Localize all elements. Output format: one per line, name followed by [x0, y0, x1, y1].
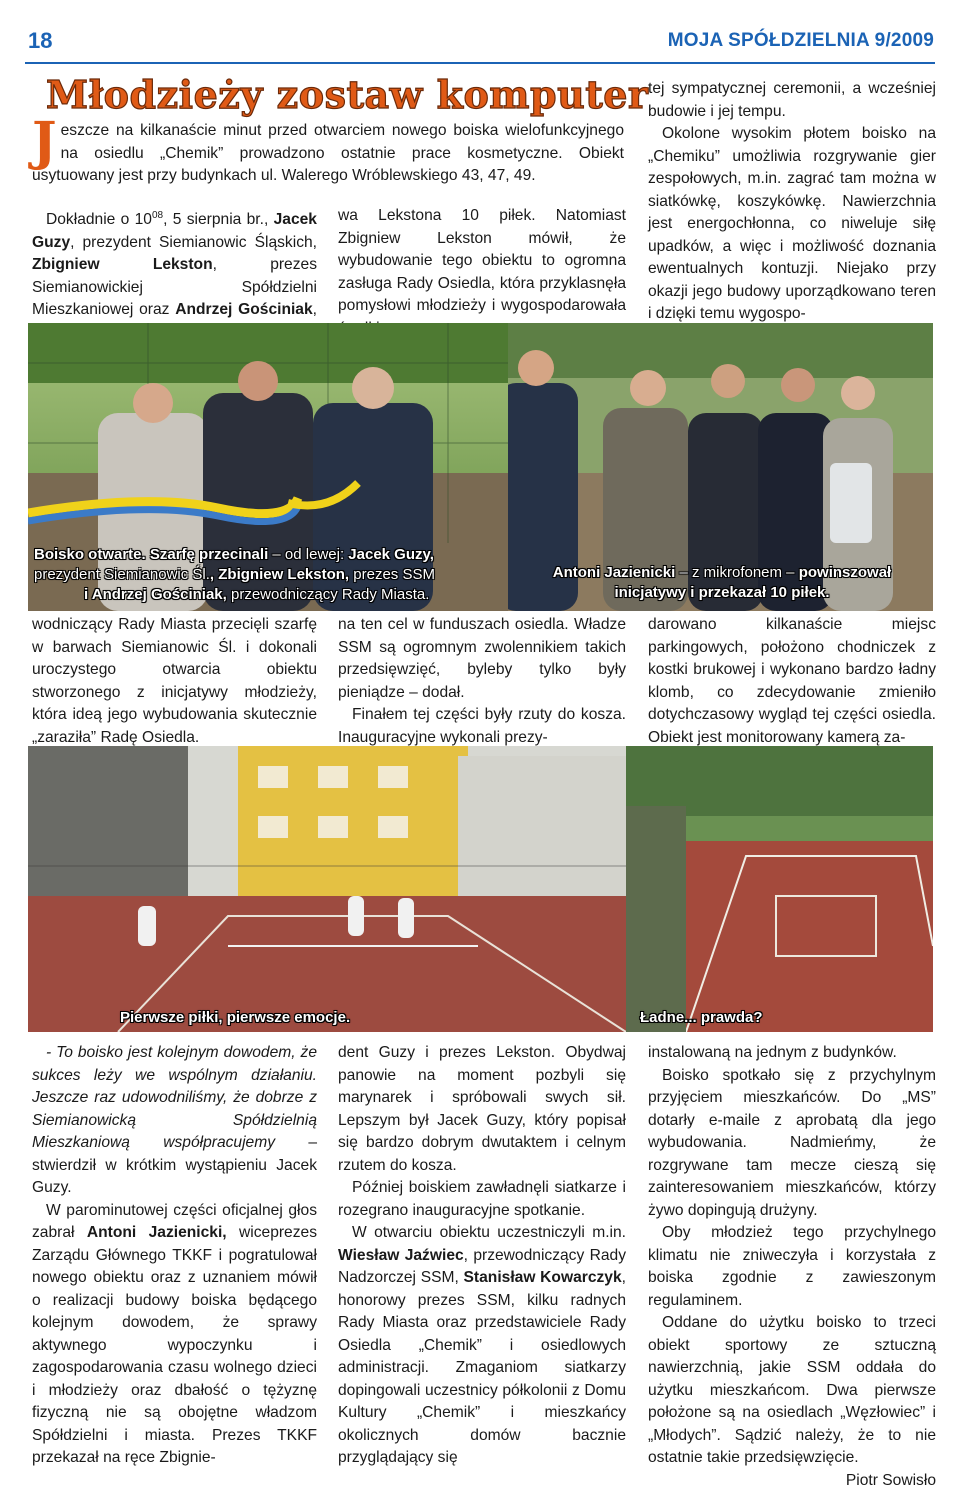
magazine-title: MOJA SPÓŁDZIELNIA 9/2009	[668, 30, 934, 52]
author-signature: Piotr Sowisło	[832, 1470, 936, 1492]
person-name: Jacek Guzy	[32, 211, 317, 251]
person-name: Zbigniew Lekston	[32, 256, 213, 273]
column-2-mid: na ten cel w funduszach osiedla. Władze SSM są ogromnym zwolennikiem takich przedsięwzięć, byleby tylko były pieniądze – dodał. Finałem tej części były rzuty do kosza. Inauguracyjne wykonali prezy-	[338, 614, 626, 749]
page-number: 18	[28, 28, 52, 54]
person-name: Wiesław Jaźwiec	[338, 1247, 464, 1264]
photo-volleyball	[28, 746, 626, 1032]
photo-2-caption: Antoni Jazienicki – z mikrofonem – powinszował inicjatywy i przekazał 10 piłek.	[522, 563, 922, 603]
column-1-bottom: - To boisko jest kolejnym dowodem, że sukces leży we wspólnym działaniu. Jeszcze raz udowodniliśmy, że dobrze z Siemianowicką Spółdzielnią Mieszkaniową współpracujemy – stwierdził w krótkim wystąpieniu Jacek Guzy. W parominutowej części oficjalnej głos zabrał Antoni Jazienicki, wiceprezes Zarządu Głównego TKKF i pogratulował nowego obiektu oraz z uznaniem mówił o realizacji budowy boiska będącego kolejnym dowodem, że sprawy aktywnego wypoczynku i zagospodarowania czasu wolnego dzieci i młodzieży oraz dbałość o tężyznę fizyczną nie są obojętne władzom Spółdzielni i miasta. Prezes TKKF przekazał na ręce Zbignie-	[32, 1042, 317, 1470]
time-superscript: 08	[152, 210, 163, 221]
lead-paragraph	[32, 120, 624, 188]
photo-4-caption: Ładne... prawda?	[640, 1008, 763, 1028]
photo-applause	[508, 323, 933, 611]
column-2-bottom: dent Guzy i prezes Lekston. Obydwaj panowie na moment pozbyli się marynarek i spróbowali swych sił. Lepszym był Jacek Guzy, który popisał się bardzo dobrym dwutaktem i celnym rzutem do kosza. Później boiskiem zawładnęli siatkarze i rozegrano inauguracyjne spotkanie. W otwarciu obiektu uczestniczyli m.in. Wiesław Jaźwiec, przewodniczący Rady Nadzorczej SSM, Stanisław Kowarczyk, honorowy prezes SSM, kilku radnych Rady Miasta oraz przedstawiciele Rady Osiedla „Chemik” i osiedlowych administracji. Zmaganiom siatkarzy dopingowali uczestnicy półkolonii z Domu Kultury „Chemik” i mieszkańcy okolicznych domów bacznie przyglądający się	[338, 1042, 626, 1470]
column-3-top: tej sympatycznej ceremonii, a wcześniej budowie i jej tempu. Okolone wysokim płotem boisko na „Chemiku” umożliwia rozgrywanie gier zespołowych, m.in. zagrać tam można w siatkówkę, koszykówkę. Nawierzchnia jest energochłonna, co niweluje siłę upadków, a więc i możliwość doznania ewentualnych kontuzji. Niejako przy okazji jego budowy uporządkowano teren i dzięki temu wygospo-	[648, 78, 936, 326]
column-1-top: Dokładnie o $10^{08}$, 5 sierpnia br., Jacek Guzy, prezydent Siemianowic Śląskich, Zbigniew Lekston, prezes Siemianowickiej Spółdzielni Mieszkaniowej oraz Andrzej Gościniak,	[32, 205, 317, 344]
volleyball-image	[28, 746, 626, 1032]
column-1-mid: wodniczący Rady Miasta przecięli szarfę w barwach Siemianowic Śl. i dokonali uroczystego otwarcia obiektu stworzonego z inicjatywy młodzieży, która ideą jego wybudowania skutecznie „zaraziła” Radę Osiedla.	[32, 614, 317, 749]
article-headline: Młodzieży zostaw komputer	[46, 72, 648, 117]
person-name: Andrzej Gościniak	[175, 301, 312, 318]
column-3-bottom: instalowaną na jednym z budynków. Boisko spotkało się z przychylnym przyjęciem mieszkańców. Do „MS” dotarły e-maile z aprobatą dla jego wybudowania. Nadmieńmy, że rozgrywane tam mecze cieszą się zainteresowaniem mieszkańców, którzy żywo dopingują drużyny. Oby młodzież tego przychylnego klimatu nie zniweczyła i korzystała z boiska zgodnie z zawieszonym regulaminem. Oddane do użytku boisko to trzeci obiekt sportowy ze sztuczną nawierzchnią, jakie SSM oddała do użytku mieszkańcom. Dwa pierwsze położone są na osiedlach „Węzłowiec” i „Młodych”. Sądzić należy, że to nie ostatnie takie przedsięwzięcie. Piotr Sowisło	[648, 1042, 936, 1492]
photo-3-caption: Pierwsze piłki, pierwsze emocje.	[120, 1008, 350, 1028]
photo-court-overview	[626, 746, 933, 1032]
photo-ribbon-cutting	[28, 323, 508, 611]
person-name: Antoni Jazienicki,	[87, 1224, 227, 1241]
person-name: Stanisław Kowarczyk	[464, 1269, 622, 1286]
lead-text: eszcze na kilkanaście minut przed otwarciem nowego boiska wielofunkcyjnego na osiedlu „Chemik” prowadzono ostatnie prace kosmetyczne. Obiekt usytuowany jest przy budynkach ul. Walerego Wróblewskiego 43, 47, 49.	[32, 122, 624, 184]
court-image	[626, 746, 933, 1032]
column-3-mid: darowano kilkanaście miejsc parkingowych, położono chodniczek z kostki brukowej i wykonano bardzo ładny klomb, co zdecydowanie zmieniło dotychczasowy wygląd tej części osiedla. Obiekt jest monitorowany kamerą za-	[648, 614, 936, 749]
header-rule	[25, 62, 935, 64]
drop-cap: J	[32, 122, 57, 162]
column-2-top: wa Lekstona 10 piłek. Natomiast Zbigniew Lekston mówił, że wybudowanie tego obiektu to ogromna zasługa Rady Osiedla, która przyklasnęła pomysłowi młodzieży i wygospodarowała	[338, 205, 626, 340]
photo-1-caption: Boisko otwarte. Szarfę przecinali – od lewej: Jacek Guzy, prezydent Siemianowic Śl., Zbigniew Lekston, prezes SSM i Andrzej Gościniak, przewodniczący Rady Miasta.	[34, 545, 504, 605]
